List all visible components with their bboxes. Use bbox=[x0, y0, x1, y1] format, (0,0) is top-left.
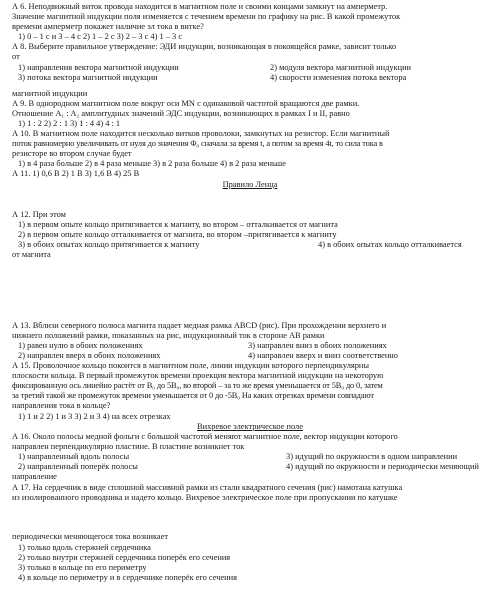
question-a10-answers: 1) в 4 раза больше 2) в 4 раза меньше 3) в 2 раза больше 4) в 2 раза меньше bbox=[18, 159, 286, 168]
question-a15-line-4: за третий такой же промежуток времени уменьшается от 0 до -5B₀ На каких отрезках времени совпадают bbox=[12, 391, 374, 400]
question-a15-line-2: плоскости кольца. В первый промежуток времени проекция вектора магнитной индукции на некоторую bbox=[12, 371, 384, 380]
question-a6-line-1: А 6. Неподвижный виток провода находится в магнитном поле и своими концами замкнут на амперметр. bbox=[12, 2, 388, 11]
question-a6-line-2: Значение магнитной индукции поля изменяется с течением времени по графику на рис. В какой промежуток bbox=[12, 12, 401, 21]
answer-option: 4) направлен вверх и вниз соответственно bbox=[248, 351, 398, 360]
question-a17-answer-3: 3) только в кольце по его периметру bbox=[18, 563, 147, 572]
answer-option: 1) направленный вдоль полосы bbox=[18, 452, 130, 461]
answer-option: 2) направлен вверх в обоих положениях bbox=[18, 351, 161, 360]
answer-option: 4) в обоих опытах кольцо отталкивается bbox=[318, 240, 462, 249]
question-a9-line-2: Отношение A₁ : A₂ амплитудных значений ЭДС индукции, возникающих в рамках I и II, равно bbox=[12, 109, 350, 118]
question-a12-answer-1: 1) в первом опыте кольцо притягивается к магниту, во втором – отталкивается от магнита bbox=[18, 220, 338, 229]
question-a12-line-1: А 12. При этом bbox=[12, 210, 66, 219]
answer-option: 4) идущий по окружности и периодически меняющий bbox=[286, 462, 479, 471]
question-a13-line-1: А 13. Вблизи северного полюса магнита падает медная рамка ABCD (рис). При прохождении верхнего и bbox=[12, 321, 387, 330]
answer-option: 4) скорости изменения потока вектора bbox=[270, 73, 407, 82]
question-a16-line-1: А 16. Около полосы медной фольги с большой частотой меняют магнитное поле, вектор индукции которого bbox=[12, 432, 398, 441]
question-a16-answer-4-cont: направление bbox=[12, 472, 57, 481]
answer-option: 3) направлен вниз в обоих положениях bbox=[248, 341, 387, 350]
question-a15-line-3: фиксированную ось линейно растёт от B₀ до 5B₀, во второй – за то же время уменьшается от 5B₀ до 0, затем bbox=[12, 381, 383, 390]
answer-option: 2) направленный поперёк полосы bbox=[18, 462, 138, 471]
question-a13-answers-row-2 bbox=[18, 351, 498, 361]
question-a17-line-2: из изолированного проводника и надето кольцо. Вихревое электрическое поле при пропускании по катушке bbox=[12, 493, 398, 502]
question-a17-line-3: периодически меняющегося тока возникает bbox=[12, 532, 168, 541]
question-a8-line-2: от bbox=[12, 52, 20, 61]
question-a17-line-1: А 17. На сердечник в виде сплошной массивной рамки из стали квадратного сечения (рис) намотана катушка bbox=[12, 483, 403, 492]
question-a8-answers-row-2 bbox=[18, 73, 498, 83]
question-a17-answer-1: 1) только вдоль стержней сердечника bbox=[18, 543, 151, 552]
question-a10-line-2: поток равномерно увеличивать от нуля до значения Φ₀ сначала за время t, а потом за время 4t, то сила тока в bbox=[12, 139, 383, 148]
question-a8-answers-row-1 bbox=[18, 63, 498, 73]
question-a10-line-3: резисторе во втором случае будет bbox=[12, 149, 132, 158]
question-a12-answers-row bbox=[18, 240, 498, 250]
question-a8-line-1: А 8. Выберите правильное утверждение: ЭДИ индукции, возникающая в покоящейся рамке, зависит только bbox=[12, 42, 397, 51]
question-a15-line-1: А 15. Проволочное кольцо покоится в магнитном поле, линии индукции которого перпендикулярны bbox=[12, 361, 370, 370]
section-heading-lenz-rule: Правило Ленца bbox=[222, 180, 278, 189]
question-a10-line-1: А 10. В магнитном поле находится несколько витков проволоки, замкнутых на резистор. Если магнитный bbox=[12, 129, 390, 138]
answer-option: 3) в обоих опытах кольцо притягивается к магниту bbox=[18, 240, 200, 249]
question-a17-answer-2: 2) только внутри стержней сердечника поперёк его сечения bbox=[18, 553, 231, 562]
question-a9-answers: 1) 1 : 2 2) 2 : 1 3) 1 : 4 4) 4 : 1 bbox=[18, 119, 121, 128]
question-a16-answers-row-2 bbox=[18, 462, 498, 472]
question-a12-answer-2: 2) в первом опыте кольцо отталкивается от магнита, во втором –притягивается к магниту bbox=[18, 230, 337, 239]
answer-option: 3) идущий по окружности в одном направлении bbox=[286, 452, 458, 461]
question-a15-line-5: направления тока в кольце? bbox=[12, 401, 111, 410]
question-a8-line-3: магнитной индукции bbox=[12, 89, 88, 98]
section-heading-vortex-field: Вихревое электрическое поле bbox=[197, 422, 303, 431]
question-a11-answers: А 11. 1) 0,6 В 2) 1 В 3) 1,6 В 4) 25 В bbox=[12, 169, 140, 178]
answer-option: 3) потока вектора магнитной индукции bbox=[18, 73, 158, 82]
question-a6-answers: 1) 0 – 1 с и 3 – 4 с 2) 1 – 2 с 3) 2 – 3 с 4) 1 – 3 с bbox=[18, 32, 183, 41]
question-a15-answers: 1) 1 и 2 2) 1 и 3 3) 2 и 3 4) на всех отрезках bbox=[18, 412, 171, 421]
answer-option: 1) равен нулю в обоих положениях bbox=[18, 341, 143, 350]
question-a16-answers-row-1 bbox=[18, 452, 498, 462]
answer-option: 2) модуля вектора магнитной индукции bbox=[270, 63, 412, 72]
question-a17-answer-4: 4) в кольце по периметру и в сердечнике поперёк его сечения bbox=[18, 573, 237, 582]
question-a12-answer-4-cont: от магнита bbox=[12, 250, 51, 259]
question-a16-line-2: направлен перпендикулярно пластине. В пластине возникнет ток bbox=[12, 442, 245, 451]
question-a6-line-3: времени амперметр покажет наличие эл тока в витке? bbox=[12, 22, 204, 31]
question-a13-line-2: нижнего положений рамки, показанных на рис, индукционный ток в стороне АВ рамки bbox=[12, 331, 325, 340]
question-a9-line-1: А 9. В однородном магнитном поле вокруг оси MN с одинаковой частотой вращаются две рамки. bbox=[12, 99, 360, 108]
question-a13-answers-row-1 bbox=[18, 341, 498, 351]
answer-option: 1) направления вектора магнитной индукции bbox=[18, 63, 179, 72]
